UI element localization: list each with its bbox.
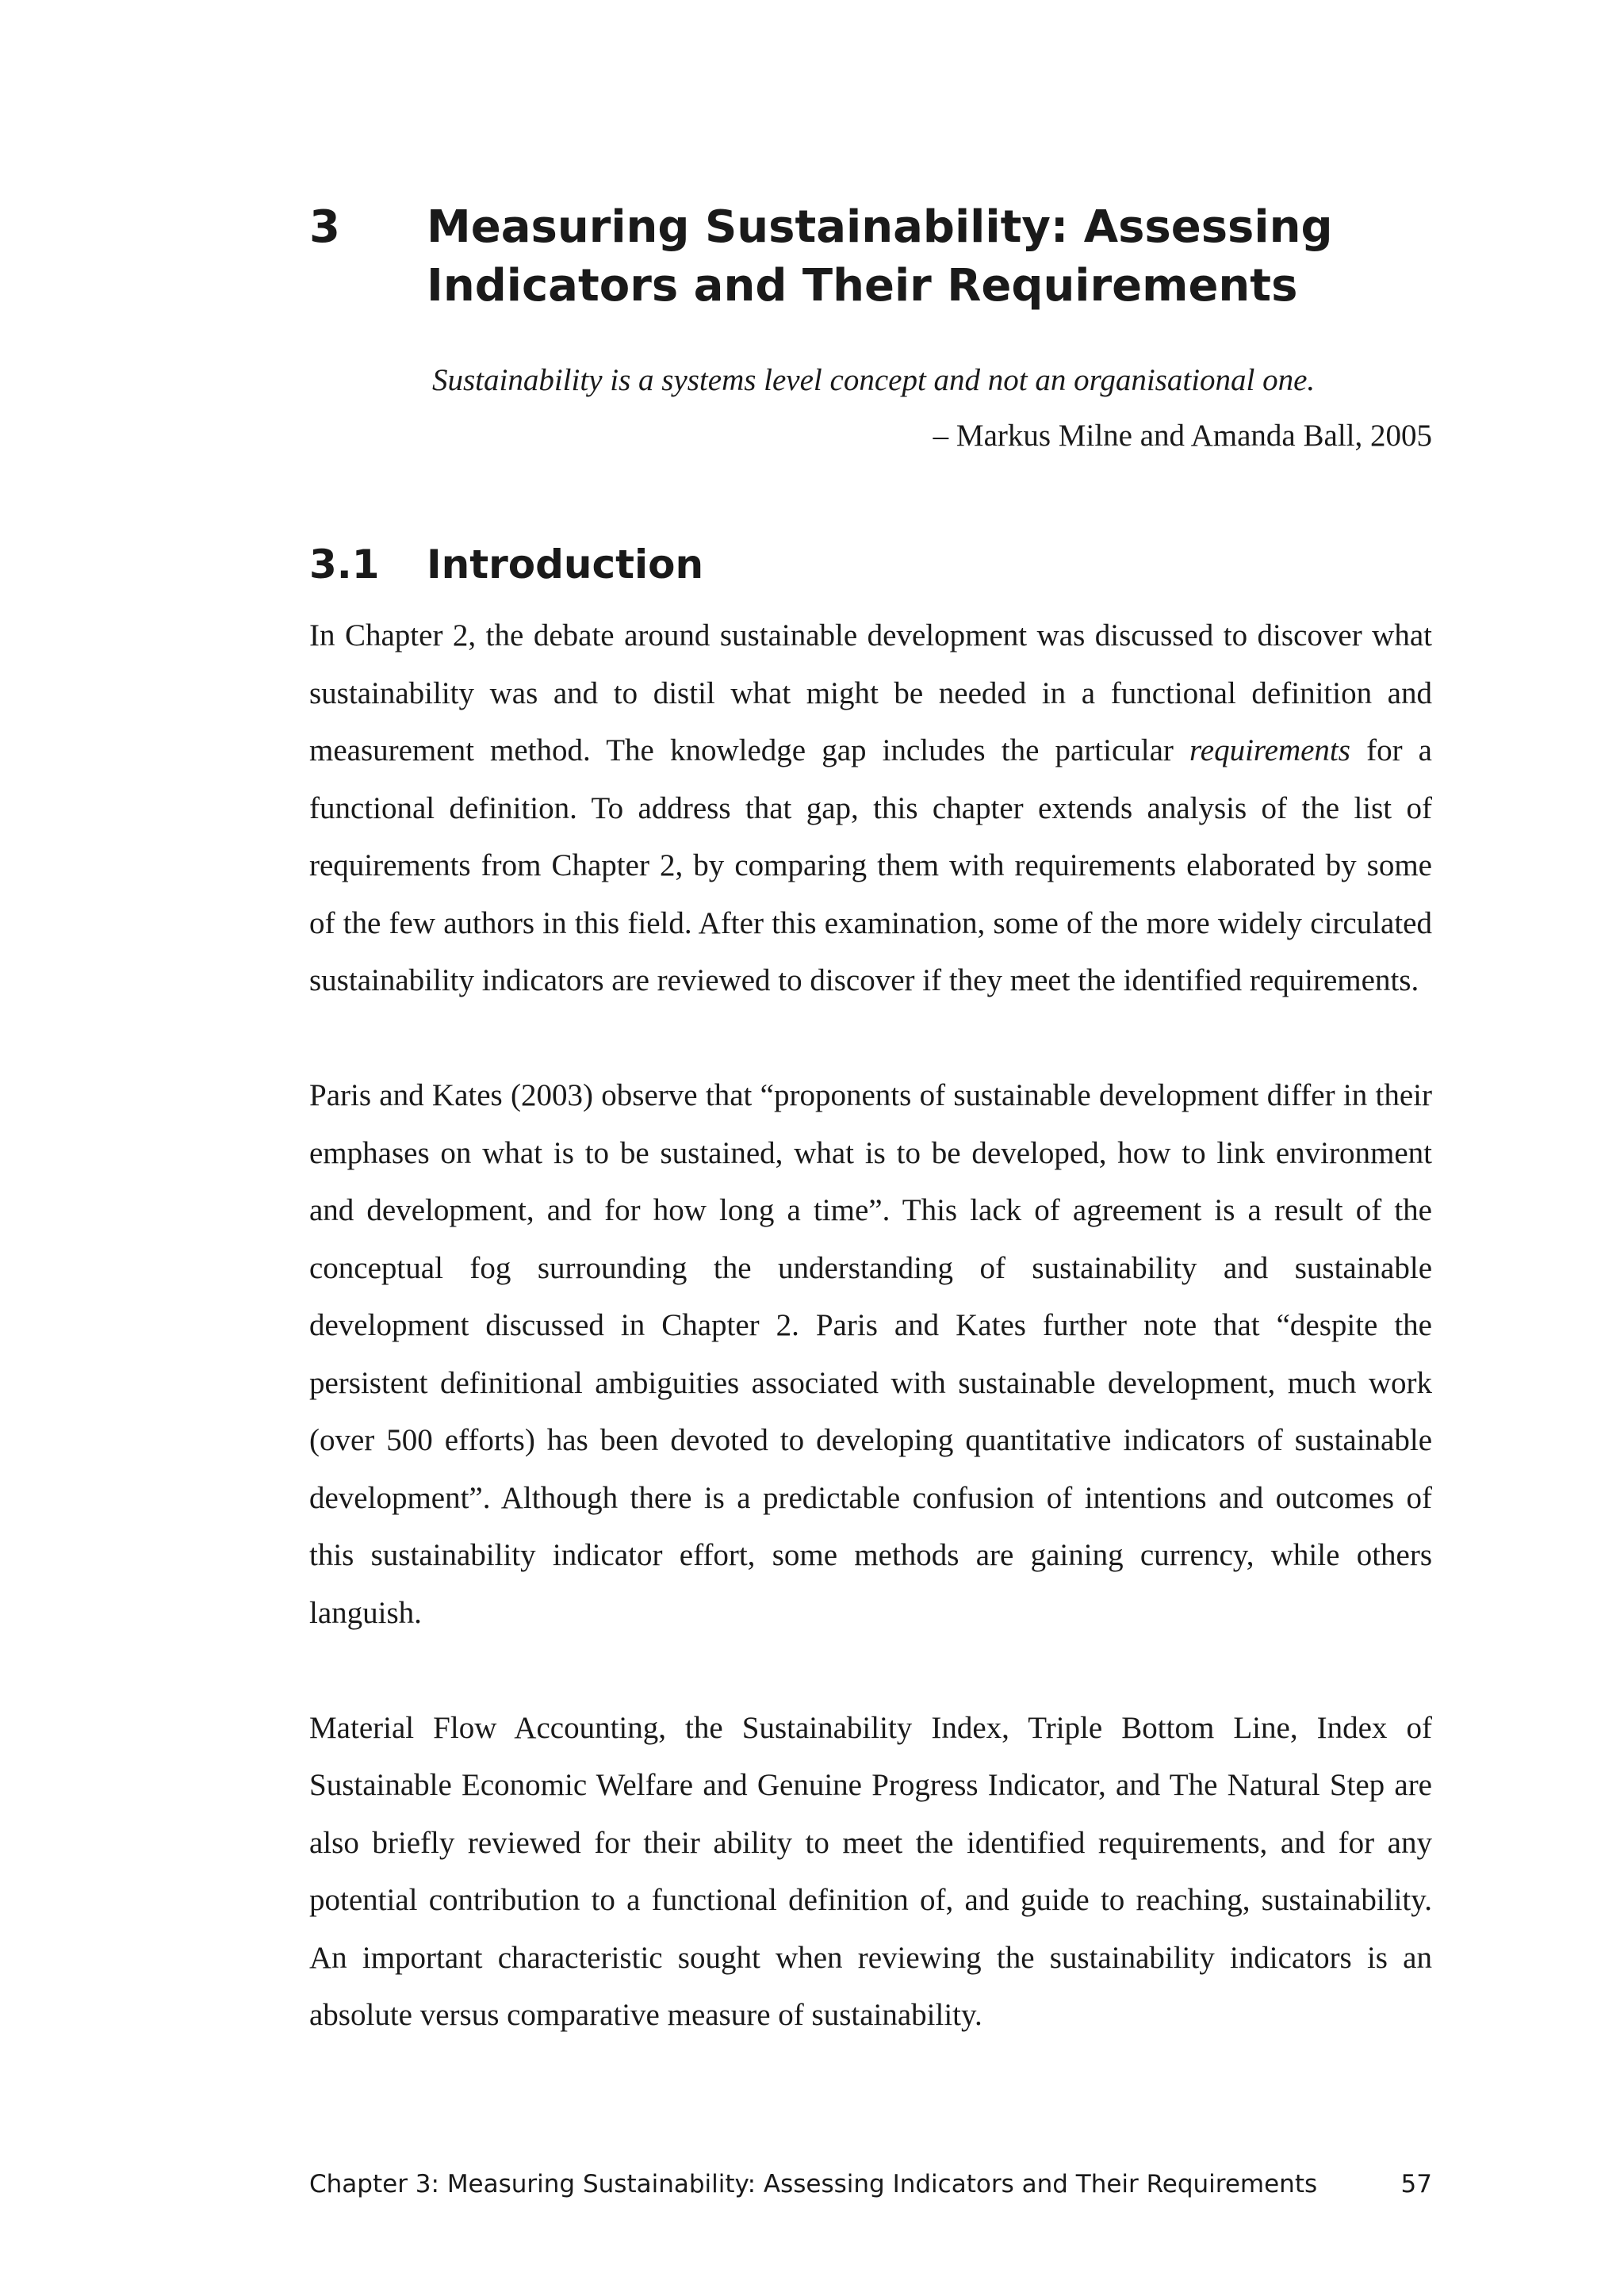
chapter-title: Measuring Sustainability: Assessing Indicators and Their Requirements — [427, 201, 1333, 312]
page-number: 57 — [1400, 2170, 1432, 2198]
paragraph-1-emphasis: requirements — [1189, 733, 1350, 767]
paragraph-1-text-a: In Chapter 2, the debate around sustainable development was discussed to discover what sustainability was and to distil what might be needed in a functional definition and measurement method. The knowledge gap includes the particular — [309, 618, 1432, 767]
section-title: Introduction — [427, 541, 704, 587]
document-page — [309, 0, 1432, 2296]
running-head: Chapter 3: Measuring Sustainability: Assessing Indicators and Their Requirements — [309, 2170, 1318, 2198]
epigraph-quote: Sustainability is a systems level concept and not an organisational one. — [432, 363, 1316, 397]
epigraph — [432, 361, 1432, 456]
paragraph-1 — [309, 607, 1432, 1010]
chapter-number: 3 — [309, 201, 340, 253]
epigraph-attribution: – Markus Milne and Amanda Ball, 2005 — [933, 419, 1432, 453]
paragraph-1-text-b: for a functional definition. To address that gap, this chapter extends analysis of the list of requirements from Chapter 2, by comparing them with requirements elaborated by some of the few authors in this field. After this examination, some of the more widely circulated sustainability indicators are reviewed to discover if they meet the identified requirements. — [309, 733, 1432, 997]
paragraph-2: Paris and Kates (2003) observe that “proponents of sustainable development differ in their emphases on what is to be sustained, what is to be developed, how to link environment and development, and for how long a time”. This lack of agreement is a result of the conceptual fog surrounding the understanding of sustainability and sustainable development discussed in Chapter 2. Paris and Kates further note that “despite the persistent definitional ambiguities associated with sustainable development, much work (over 500 efforts) has been devoted to developing quantitative indicators of sustainable development”. Although there is a predictable confusion of intentions and outcomes of this sustainability indicator effort, some methods are gaining currency, while others languish. — [309, 1078, 1432, 1630]
body-text — [309, 607, 1432, 2045]
paragraph-3: Material Flow Accounting, the Sustainability Index, Triple Bottom Line, Index of Sustainable Economic Welfare and Genuine Progress Indicator, and The Natural Step are also briefly reviewed for their ability to meet the identified requirements, and for any potential contribution to a functional definition of, and guide to reaching, sustainability. An important characteristic sought when reviewing the sustainability indicators is an absolute versus comparative measure of sustainability. — [309, 1710, 1432, 2032]
section-number: 3.1 — [309, 541, 380, 587]
